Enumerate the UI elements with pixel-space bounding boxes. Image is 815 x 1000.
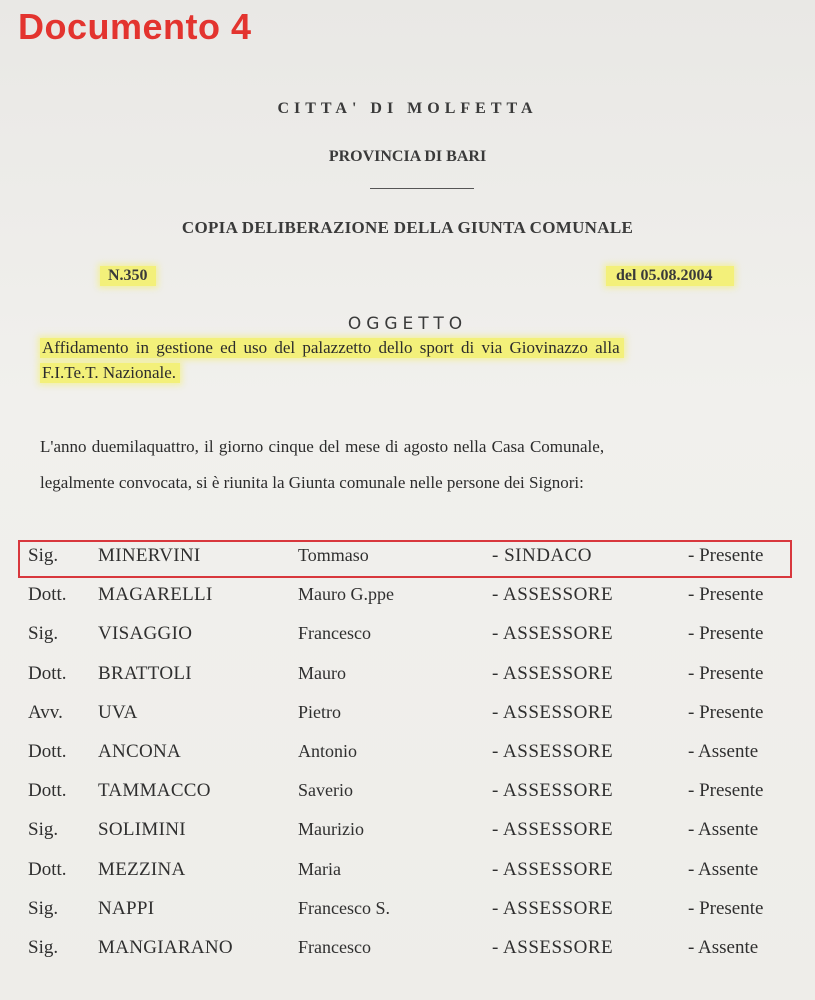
member-first-name: Mauro — [298, 662, 346, 683]
member-first-name: Maurizio — [298, 819, 364, 840]
member-title: Dott. — [28, 584, 67, 606]
member-row — [0, 623, 815, 662]
member-title: Dott. — [28, 858, 67, 880]
member-status: - Assente — [688, 936, 759, 958]
member-role: - ASSESSORE — [492, 897, 614, 919]
member-title: Dott. — [28, 662, 67, 684]
member-surname: UVA — [98, 701, 138, 723]
member-first-name: Antonio — [298, 740, 358, 761]
deliberation-number: N.350 — [100, 266, 156, 286]
member-row — [0, 819, 815, 858]
document-type-heading: COPIA DELIBERAZIONE DELLA GIUNTA COMUNALE — [181, 218, 634, 237]
subject-heading: OGGETTO — [347, 314, 468, 334]
member-status: - Presente — [688, 662, 764, 684]
member-row — [0, 741, 815, 780]
member-row — [0, 859, 815, 898]
member-row-mayor — [0, 545, 815, 584]
intro-line-2: legalmente convocata, si è riunita la Giunta comunale nelle persone dei Signori: — [40, 473, 584, 492]
member-status: - Presente — [688, 701, 764, 723]
member-row — [0, 898, 815, 937]
member-surname: SOLIMINI — [98, 819, 186, 841]
member-surname: VISAGGIO — [98, 623, 193, 645]
members-list — [0, 545, 815, 976]
deliberation-date: del 05.08.2004 — [606, 266, 734, 286]
member-title: Sig. — [28, 545, 59, 566]
province-heading: PROVINCIA DI BARI — [328, 148, 487, 165]
member-role: - ASSESSORE — [492, 780, 614, 802]
member-surname: MAGARELLI — [98, 584, 213, 606]
member-first-name: Francesco — [298, 623, 371, 644]
member-row — [0, 780, 815, 819]
member-row — [0, 663, 815, 702]
member-status: - Presente — [688, 780, 764, 802]
member-role: - ASSESSORE — [492, 819, 614, 841]
member-surname: MEZZINA — [98, 858, 186, 880]
member-role: - SINDACO — [492, 545, 593, 566]
member-role: - ASSESSORE — [492, 701, 614, 723]
member-title: Dott. — [28, 780, 67, 802]
member-role: - ASSESSORE — [492, 858, 614, 880]
member-role: - ASSESSORE — [492, 936, 614, 958]
intro-line-1: L'anno duemilaquattro, il giorno cinque del mese di agosto nella Casa Comunale, — [40, 437, 605, 456]
member-first-name: Francesco — [298, 936, 371, 957]
member-surname: BRATTOLI — [98, 662, 192, 684]
member-status: - Assente — [688, 819, 759, 841]
member-surname: MINERVINI — [98, 545, 201, 566]
member-role: - ASSESSORE — [492, 623, 614, 645]
member-row — [0, 702, 815, 741]
member-status: - Assente — [688, 740, 759, 762]
member-title: Dott. — [28, 740, 67, 762]
member-status: - Presente — [688, 897, 764, 919]
member-first-name: Maria — [298, 858, 341, 879]
member-title: Sig. — [28, 819, 59, 841]
member-role: - ASSESSORE — [492, 662, 614, 684]
member-status: - Presente — [688, 545, 764, 566]
member-role: - ASSESSORE — [492, 584, 614, 606]
member-role: - ASSESSORE — [492, 740, 614, 762]
member-first-name: Saverio — [298, 780, 353, 801]
member-first-name: Tommaso — [298, 545, 369, 565]
member-status: - Presente — [688, 584, 764, 606]
member-title: Sig. — [28, 897, 59, 919]
member-row — [0, 937, 815, 976]
member-title: Sig. — [28, 623, 59, 645]
divider — [370, 188, 474, 189]
member-status: - Assente — [688, 858, 759, 880]
member-first-name: Francesco S. — [298, 897, 390, 918]
member-title: Sig. — [28, 936, 59, 958]
member-surname: MANGIARANO — [98, 936, 233, 958]
subject-line-1: Affidamento in gestione ed uso del palazzetto dello sport di via Giovinazzo alla — [40, 338, 624, 358]
city-heading: CITTA' DI MOLFETTA — [277, 100, 538, 117]
document-label: Documento 4 — [18, 6, 252, 47]
member-title: Avv. — [28, 701, 63, 723]
member-surname: NAPPI — [98, 897, 155, 919]
subject-line-2: F.I.Te.T. Nazionale. — [40, 363, 180, 383]
member-surname: ANCONA — [98, 740, 182, 762]
member-status: - Presente — [688, 623, 764, 645]
member-first-name: Pietro — [298, 701, 341, 722]
member-first-name: Mauro G.ppe — [298, 584, 394, 605]
member-surname: TAMMACCO — [98, 780, 211, 802]
member-row — [0, 584, 815, 623]
